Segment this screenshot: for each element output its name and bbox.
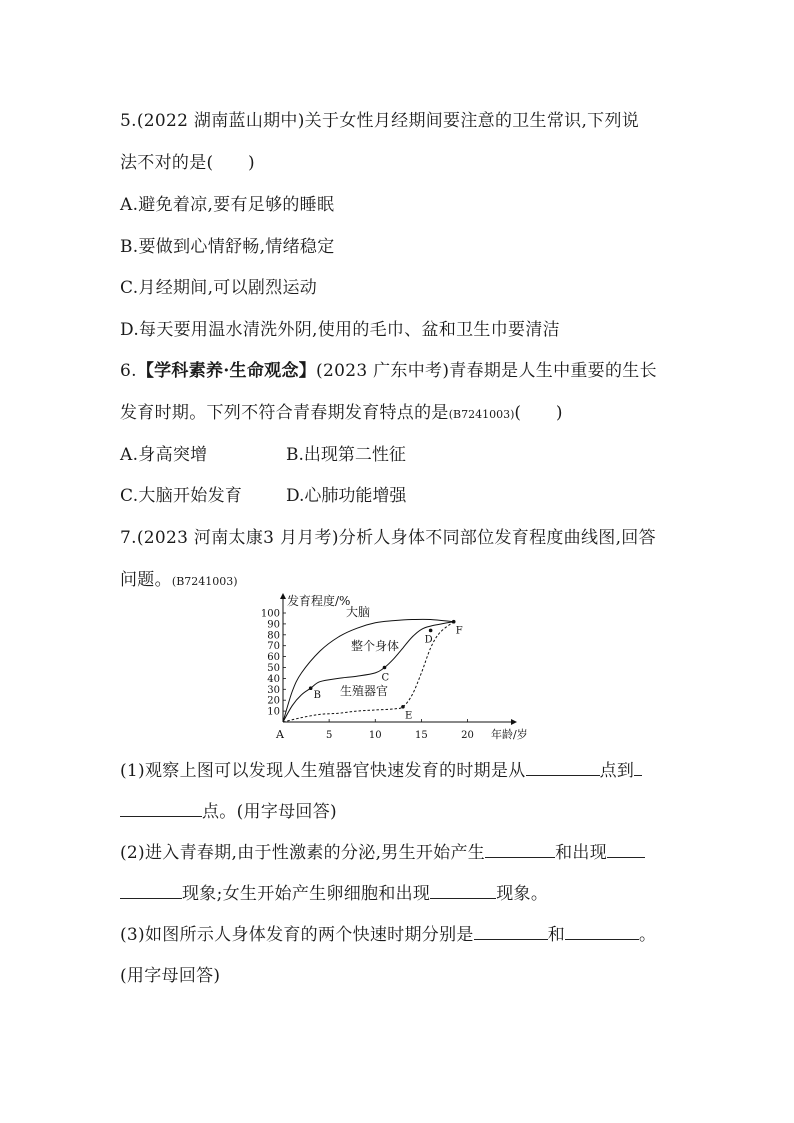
q7-sub3-blank-1[interactable] — [474, 938, 548, 940]
q6-option-a: A.身高突增 — [120, 445, 208, 465]
chart-series — [283, 604, 454, 722]
q7-sub3-line1 — [120, 920, 656, 945]
y-tick-label-10: 10 — [267, 706, 280, 718]
point-F-dot — [452, 620, 456, 624]
q7-sub3-text-c: 。 — [639, 925, 657, 945]
q7-sub1-blank-2[interactable] — [120, 815, 202, 817]
point-B-dot — [309, 686, 313, 690]
y-tick-label-100: 100 — [260, 608, 280, 620]
q7-sub2-blank-2[interactable] — [120, 897, 182, 899]
q6-stem-line1 — [120, 356, 657, 381]
q7-sub3-text-b: 和 — [547, 925, 565, 945]
point-D-dot — [429, 629, 433, 633]
q6-answer-paren: ( ) — [514, 403, 563, 423]
q7-sub3-line2: (用字母回答) — [120, 966, 221, 986]
q5-option-a: A.避免着凉,要有足够的睡眠 — [120, 195, 335, 215]
y-tick-label-60: 60 — [267, 652, 280, 664]
q7-sub2-text-b: 和出现 — [555, 843, 607, 863]
q7-sub1-text-b: 点到 — [599, 761, 635, 781]
y-tick-label-90: 90 — [267, 619, 280, 631]
development-curve-chart — [258, 588, 538, 740]
x-tick-label-20: 20 — [461, 730, 474, 740]
q7-sub1-line1 — [120, 756, 642, 781]
q7-sub2-line1 — [120, 838, 645, 863]
q7-sub2-blank-1[interactable] — [485, 856, 555, 858]
q5-option-b: B.要做到心情舒畅,情绪稳定 — [120, 237, 335, 257]
q7-sub1-text-a: (1)观察上图可以发现人生殖器官快速发育的时期是从 — [120, 761, 526, 781]
y-tick-label-40: 40 — [267, 673, 280, 685]
q5-option-c: C.月经期间,可以剧烈运动 — [120, 278, 318, 298]
reproductive-organ-curve-label: 生殖器官 — [340, 684, 389, 698]
q5-option-d: D.每天要用温水清洗外阴,使用的毛巾、盆和卫生巾要清洁 — [120, 320, 560, 340]
y-tick-label-80: 80 — [267, 630, 280, 642]
x-tick-label-15: 15 — [415, 730, 428, 740]
q7-stem-text: 问题。 — [120, 570, 172, 590]
q7-sub1-blank-1[interactable] — [526, 774, 600, 776]
point-E-dot — [401, 705, 405, 709]
q7-sub2-line2 — [120, 879, 548, 904]
y-axis-label: 发育程度/% — [287, 594, 351, 608]
x-tick-label-5: 5 — [325, 730, 333, 740]
point-F-label: F — [455, 625, 463, 637]
q7-sub3-text-a: (3)如图所示人身体发育的两个快速时期分别是 — [120, 925, 474, 945]
y-tick-label-30: 30 — [267, 684, 280, 696]
q7-code: (B7241003) — [171, 575, 238, 588]
y-tick-label-70: 70 — [267, 641, 280, 653]
q7-sub3-blank-2[interactable] — [565, 938, 639, 940]
origin-label-A: A — [276, 728, 284, 740]
q7-sub2-text-c: 现象;女生开始产生卵细胞和出现 — [182, 884, 431, 904]
q5-stem-line1: 5.(2022 湖南蓝山期中)关于女性月经期间要注意的卫生常识,下列说 — [120, 111, 640, 131]
x-tick-label-10: 10 — [368, 730, 382, 740]
q6-option-d: D.心肺功能增强 — [286, 486, 407, 506]
q7-sub2-text-d: 现象。 — [496, 884, 549, 904]
whole-body-curve-label: 整个身体 — [351, 639, 400, 653]
q6-option-c: C.大脑开始发育 — [120, 486, 243, 506]
q7-sub2-blank-3[interactable] — [430, 897, 496, 899]
chart-point-marks — [309, 620, 463, 722]
point-C-label: C — [381, 672, 390, 684]
chart-axes — [275, 593, 528, 740]
q6-number: 6. — [120, 361, 137, 381]
q7-stem-line2 — [120, 565, 238, 590]
point-D-label: D — [424, 634, 433, 646]
q7-sub1-text-c: 点。(用字母回答) — [202, 802, 337, 822]
q7-sub1-line2 — [120, 797, 337, 822]
q6-stem-line2 — [120, 398, 563, 423]
q6-stem-text: 发育时期。下列不符合青春期发育特点的是 — [120, 403, 449, 423]
brain-curve-label: 大脑 — [346, 605, 371, 619]
y-tick-label-50: 50 — [267, 663, 280, 674]
q6-stem-rest: (2023 广东中考)青春期是人生中重要的生长 — [316, 361, 657, 381]
q6-code: (B7241003) — [448, 408, 515, 421]
q7-sub2-text-a: (2)进入青春期,由于性激素的分泌,男生开始产生 — [120, 843, 486, 863]
q6-tag: 【学科素养·生命观念】 — [136, 361, 317, 381]
q7-sub2-blank-2-start[interactable] — [607, 856, 645, 858]
q5-stem-line2: 法不对的是( ) — [120, 153, 255, 173]
x-axis-label: 年龄/岁 — [491, 728, 528, 740]
point-E-label: E — [404, 710, 413, 722]
point-B-label: B — [313, 690, 322, 702]
y-tick-label-20: 20 — [267, 695, 280, 707]
q7-sub1-blank-2-start[interactable] — [634, 774, 642, 776]
q6-option-b: B.出现第二性征 — [286, 445, 406, 465]
q7-stem-line1: 7.(2023 河南太康3 月月考)分析人身体不同部位发育程度曲线图,回答 — [120, 528, 656, 548]
point-C-dot — [383, 666, 387, 670]
